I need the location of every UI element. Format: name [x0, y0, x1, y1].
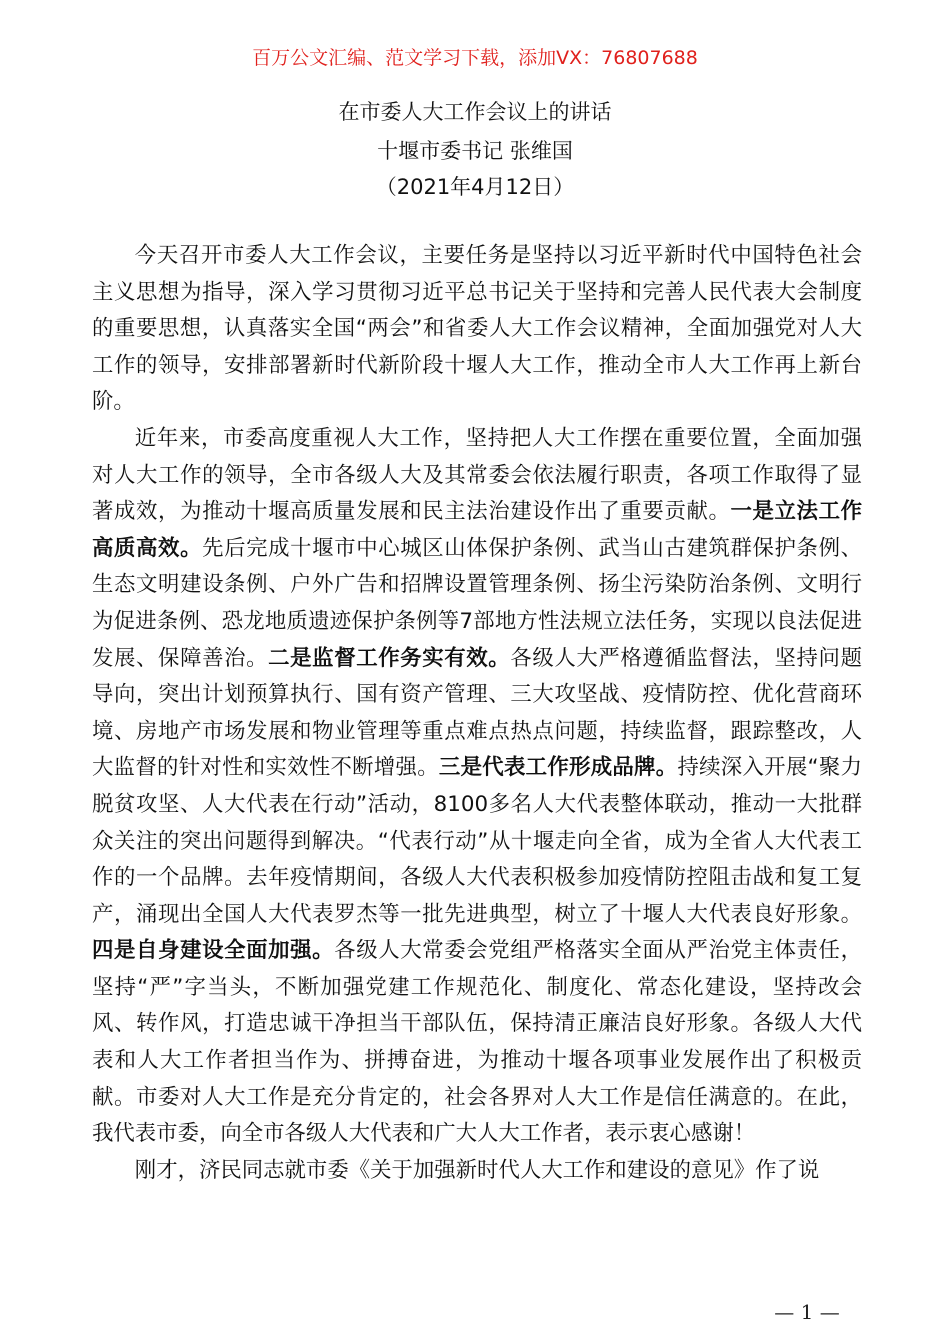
achievements-intro: 近年来，市委高度重视人大工作，坚持把人大工作摆在重要位置，全面加强对人大工作的领导，全市各级人大及其常委会依法履行职责，各项工作取得了显著成效，为推动十堰高质量发展和民主法治建设作出了重要贡献。	[92, 425, 862, 525]
paragraph-achievements	[92, 421, 862, 1153]
paragraph-opening: 今天召开市委人大工作会议，主要任务是坚持以习近平新时代中国特色社会主义思想为指导，深入学习贯彻习近平总书记关于坚持和完善人民代表大会制度的重要思想，认真落实全国“两会”和省委人大工作会议精神，全面加强党对人大工作的领导，安排部署新时代新阶段十堰人大工作，推动全市人大工作再上新台阶。	[92, 243, 862, 415]
highlight-self-building: 四是自身建设全面加强。	[92, 938, 335, 964]
supervision-text: 各级人大严格遵循监督法，坚持问题导向，突出计划预算执行、国有资产管理、三大攻坚战、疫情防控、优化营商环境、房地产市场发展和物业管理等重点难点热点问题，持续监督，跟踪整改，人大监督的针对性和实效性不断增强。	[92, 645, 862, 781]
speech-title: 在市委人大工作会议上的讲话	[338, 100, 612, 124]
document-body	[92, 238, 862, 1189]
speech-date: （2021年4月12日）	[375, 175, 575, 199]
paragraph-continuation: 刚才，济民同志就市委《关于加强新时代人大工作和建设的意见》作了说	[134, 1157, 820, 1183]
speaker-line: 十堰市委书记 张维国	[377, 139, 573, 163]
highlight-representatives: 三是代表工作形成品牌。	[438, 755, 678, 781]
page-number: — 1 —	[774, 1300, 840, 1324]
legislation-text: 先后完成十堰市中心城区山体保护条例、武当山古建筑群保护条例、生态文明建设条例、户外广告和招牌设置管理条例、扬尘污染防治条例、文明行为促进条例、恐龙地质遗迹保护条例等7部地方性法规立法任务，实现以良法促进发展、保障善治。	[92, 535, 862, 671]
highlight-legislation: 一是立法工作高质高效。	[92, 499, 862, 561]
highlight-supervision: 二是监督工作务实有效。	[268, 645, 511, 671]
watermark-banner: 百万公文汇编、范文学习下载，添加VX：76807688	[252, 47, 698, 69]
self-building-text: 各级人大常委会党组严格落实全面从严治党主体责任，坚持“严”字当头，不断加强党建工作规范化、制度化、常态化建设，坚持改会风、转作风，打造忠诚干净担当干部队伍，保持清正廉洁良好形象。各级人大代表和人大工作者担当作为、拼搏奋进，为推动十堰各项事业发展作出了积极贡献。市委对人大工作是充分肯定的，社会各界对人大工作是信任满意的。在此，我代表市委，向全市各级人大代表和广大人大工作者，表示衷心感谢！	[92, 938, 862, 1147]
representatives-text: 持续深入开展“聚力脱贫攻坚、人大代表在行动”活动，8100多名人大代表整体联动，推动一大批群众关注的突出问题得到解决。“代表行动”从十堰走向全省，成为全省人大代表工作的一个品牌。去年疫情期间，各级人大代表积极参加疫情防控阻击战和复工复产，涌现出全国人大代表罗杰等一批先进典型，树立了十堰人大代表良好形象。	[92, 755, 862, 927]
